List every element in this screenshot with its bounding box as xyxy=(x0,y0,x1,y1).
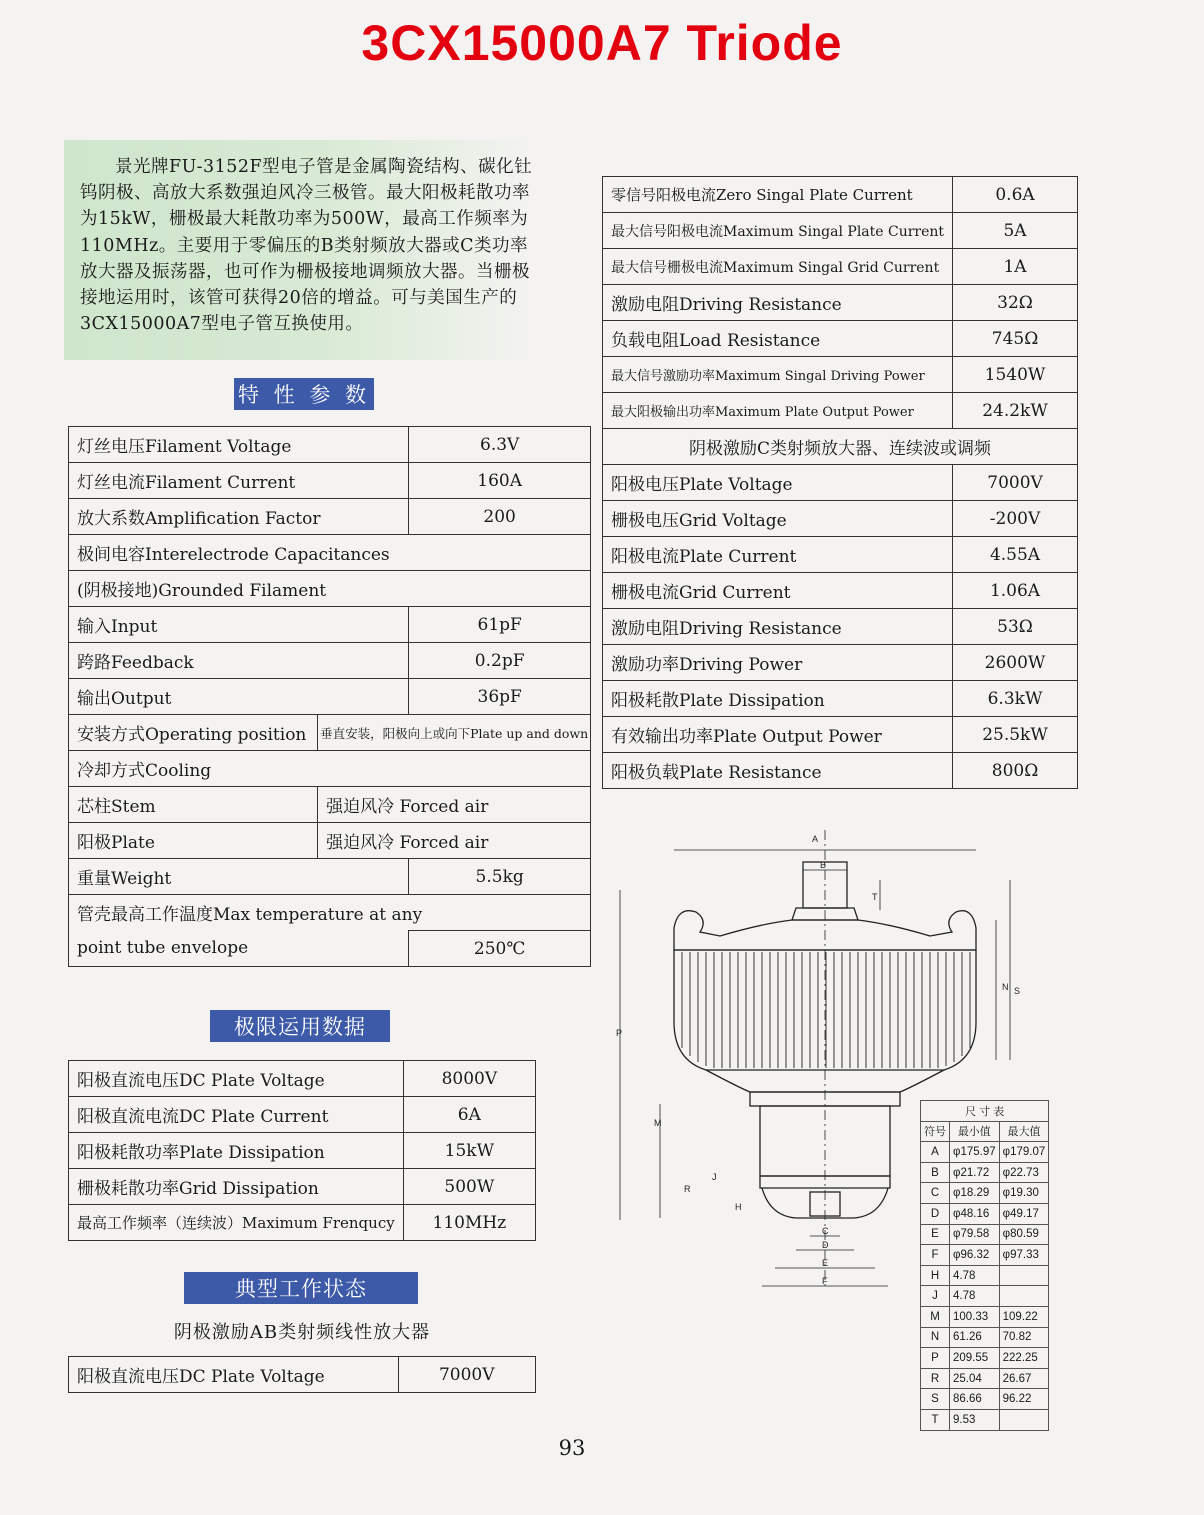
dim-label-h: H xyxy=(735,1202,742,1212)
page-number: 93 xyxy=(558,1436,586,1460)
row-value: 250℃ xyxy=(409,931,591,967)
table-row xyxy=(603,357,1078,393)
dim-label-a: A xyxy=(812,834,819,844)
dim-symbol: M xyxy=(921,1306,950,1327)
table-row xyxy=(921,1183,1049,1204)
dim-label-e: E xyxy=(822,1258,829,1268)
row-value: 4.55A xyxy=(953,537,1078,573)
table-row xyxy=(69,823,591,859)
table-row xyxy=(921,1224,1049,1245)
characteristics-table xyxy=(68,426,591,967)
table-row xyxy=(603,609,1078,645)
dim-label-s: S xyxy=(1014,986,1020,996)
intro-box xyxy=(64,140,534,360)
table-row xyxy=(69,751,591,787)
dim-label-d: D xyxy=(822,1240,829,1250)
table-row xyxy=(69,463,591,499)
row-label: 阳极Plate xyxy=(69,823,318,859)
dim-symbol: N xyxy=(921,1327,950,1348)
table-row xyxy=(921,1162,1049,1183)
table-row xyxy=(921,1142,1049,1163)
dim-min: 209.55 xyxy=(950,1348,1000,1369)
row-label: 极间电容Interelectrode Capacitances xyxy=(69,535,591,571)
row-label: 灯丝电压Filament Voltage xyxy=(69,427,409,463)
row-label: 零信号阳极电流Zero Singal Plate Current xyxy=(603,177,953,213)
row-label: 阳极直流电流DC Plate Current xyxy=(69,1097,404,1133)
table-row xyxy=(921,1306,1049,1327)
table-row xyxy=(69,1357,536,1393)
dim-min: φ21.72 xyxy=(950,1162,1000,1183)
dim-max: φ22.73 xyxy=(999,1162,1049,1183)
row-value: 36pF xyxy=(409,679,591,715)
row-value: 7000V xyxy=(953,465,1078,501)
table-row xyxy=(603,717,1078,753)
table-row xyxy=(921,1348,1049,1369)
row-value: 0.6A xyxy=(953,177,1078,213)
row-label: 激励电阻Driving Resistance xyxy=(603,609,953,645)
dim-max xyxy=(999,1265,1049,1286)
row-value: 15kW xyxy=(403,1133,535,1169)
table-row xyxy=(69,535,591,571)
dim-min: 4.78 xyxy=(950,1286,1000,1307)
table-row xyxy=(69,643,591,679)
table-row xyxy=(69,931,591,967)
row-value: 6.3V xyxy=(409,427,591,463)
row-label: 阳极直流电压DC Plate Voltage xyxy=(69,1357,399,1393)
dim-max: 26.67 xyxy=(999,1368,1049,1389)
row-label: 最大信号激励功率Maximum Singal Driving Power xyxy=(603,357,953,393)
table-row xyxy=(69,1205,536,1241)
table-row xyxy=(603,465,1078,501)
row-label: 最高工作频率（连续波）Maximum Frenqucy xyxy=(69,1205,404,1241)
dim-label-j: J xyxy=(712,1172,717,1182)
row-value: 61pF xyxy=(409,607,591,643)
row-label: 重量Weight xyxy=(69,859,409,895)
dim-min: φ48.16 xyxy=(950,1203,1000,1224)
table-row xyxy=(69,895,591,931)
dim-min: φ96.32 xyxy=(950,1245,1000,1266)
table-row xyxy=(603,537,1078,573)
dim-max: 96.22 xyxy=(999,1389,1049,1410)
dim-symbol: A xyxy=(921,1142,950,1163)
table-row xyxy=(69,607,591,643)
dim-symbol: D xyxy=(921,1203,950,1224)
intro-text: 景光牌FU-3152F型电子管是金属陶瓷结构、碳化钍钨阴极、高放大系数强迫风冷三极管。最大阳极耗散功率为15kW，栅极最大耗散功率为500W，最高工作频率为110MHz。主要用于零偏压的B类射频放大器或C类功率放大器及振荡器，也可作为栅极接地调频放大器。当栅极接地运用时，该管可获得20倍的增益。可与美国生产的3CX15000A7型电子管互换使用。 xyxy=(80,157,533,335)
row-value: 53Ω xyxy=(953,609,1078,645)
dim-max: 70.82 xyxy=(999,1327,1049,1348)
dim-label-b: B xyxy=(820,860,827,870)
table-row xyxy=(69,1133,536,1169)
row-value: 强迫风冷 Forced air xyxy=(318,823,591,859)
row-value: 0.2pF xyxy=(409,643,591,679)
table-row xyxy=(603,573,1078,609)
col-header: 符号 xyxy=(921,1121,950,1142)
dim-min: φ175.97 xyxy=(950,1142,1000,1163)
row-label: 栅极电压Grid Voltage xyxy=(603,501,953,537)
row-value: 800Ω xyxy=(953,753,1078,789)
dim-min: 100.33 xyxy=(950,1306,1000,1327)
row-value: 垂直安装，阳极向上或向下Plate up and down xyxy=(318,715,591,751)
table-row xyxy=(921,1101,1049,1122)
limits-heading: 极限运用数据 xyxy=(210,1010,390,1042)
row-label: 栅极电流Grid Current xyxy=(603,573,953,609)
table-row xyxy=(921,1368,1049,1389)
characteristics-heading: 特 性 参 数 xyxy=(234,378,374,410)
row-label: 管壳最高工作温度Max temperature at any xyxy=(69,895,591,931)
row-value: -200V xyxy=(953,501,1078,537)
row-label: 放大系数Amplification Factor xyxy=(69,499,409,535)
dim-max: 222.25 xyxy=(999,1348,1049,1369)
row-value: 110MHz xyxy=(403,1205,535,1241)
row-label: 阳极负载Plate Resistance xyxy=(603,753,953,789)
table-row xyxy=(603,501,1078,537)
operating-table xyxy=(602,176,1078,789)
dim-max: φ80.59 xyxy=(999,1224,1049,1245)
table-row xyxy=(69,571,591,607)
row-value: 1.06A xyxy=(953,573,1078,609)
dim-label-m: M xyxy=(654,1118,662,1128)
row-label: 最大阳极输出功率Maximum Plate Output Power xyxy=(603,393,953,429)
row-label: 芯柱Stem xyxy=(69,787,318,823)
row-label: 激励功率Driving Power xyxy=(603,645,953,681)
table-row xyxy=(603,681,1078,717)
row-label: (阴极接地)Grounded Filament xyxy=(69,571,591,607)
row-value: 25.5kW xyxy=(953,717,1078,753)
dim-symbol: P xyxy=(921,1348,950,1369)
dim-label-p: P xyxy=(616,1028,623,1038)
row-value: 32Ω xyxy=(953,285,1078,321)
table-row xyxy=(603,249,1078,285)
row-label: 负载电阻Load Resistance xyxy=(603,321,953,357)
row-label: 栅极耗散功率Grid Dissipation xyxy=(69,1169,404,1205)
table-row xyxy=(69,859,591,895)
table-row xyxy=(69,715,591,751)
dim-label-c: C xyxy=(822,1226,829,1236)
dim-symbol: S xyxy=(921,1389,950,1410)
row-label: 安装方式Operating position xyxy=(69,715,318,751)
table-row xyxy=(69,1169,536,1205)
table-row xyxy=(921,1265,1049,1286)
table-row xyxy=(921,1389,1049,1410)
table-row xyxy=(69,1097,536,1133)
table-row xyxy=(69,787,591,823)
dim-symbol: J xyxy=(921,1286,950,1307)
cooler-fins xyxy=(682,952,970,1068)
row-value: 强迫风冷 Forced air xyxy=(318,787,591,823)
dim-label-n: N xyxy=(1002,982,1009,992)
table-row xyxy=(69,499,591,535)
dim-min: 25.04 xyxy=(950,1368,1000,1389)
dim-label-f: F xyxy=(822,1276,828,1286)
table-row xyxy=(603,285,1078,321)
dim-symbol: E xyxy=(921,1224,950,1245)
dimension-table xyxy=(920,1100,1049,1431)
row-value: 8000V xyxy=(403,1061,535,1097)
dim-min: φ79.58 xyxy=(950,1224,1000,1245)
row-label: 最大信号阳极电流Maximum Singal Plate Current xyxy=(603,213,953,249)
row-value: 5A xyxy=(953,213,1078,249)
row-label: 阳极耗散Plate Dissipation xyxy=(603,681,953,717)
dim-min: 9.53 xyxy=(950,1409,1000,1430)
table-row xyxy=(603,429,1078,465)
row-value: 1540W xyxy=(953,357,1078,393)
row-value: 1A xyxy=(953,249,1078,285)
class-c-heading: 阴极激励C类射频放大器、连续波或调频 xyxy=(603,429,1078,465)
table-row xyxy=(603,645,1078,681)
row-value: 6.3kW xyxy=(953,681,1078,717)
table-row xyxy=(603,393,1078,429)
row-label: 阳极耗散功率Plate Dissipation xyxy=(69,1133,404,1169)
dimension-table-title: 尺 寸 表 xyxy=(921,1101,1049,1122)
page-title: 3CX15000A7 Triode xyxy=(361,15,843,71)
row-label: 激励电阻Driving Resistance xyxy=(603,285,953,321)
dim-symbol: B xyxy=(921,1162,950,1183)
dim-max: φ97.33 xyxy=(999,1245,1049,1266)
row-value: 6A xyxy=(403,1097,535,1133)
dim-max: φ49.17 xyxy=(999,1203,1049,1224)
row-value: 160A xyxy=(409,463,591,499)
dim-min: 61.26 xyxy=(950,1327,1000,1348)
table-row xyxy=(921,1203,1049,1224)
row-label: 阳极直流电压DC Plate Voltage xyxy=(69,1061,404,1097)
dim-symbol: C xyxy=(921,1183,950,1204)
dim-symbol: F xyxy=(921,1245,950,1266)
row-value: 200 xyxy=(409,499,591,535)
typical-table xyxy=(68,1356,536,1393)
row-label: 有效输出功率Plate Output Power xyxy=(603,717,953,753)
table-row xyxy=(921,1286,1049,1307)
dim-label-t: T xyxy=(872,892,878,902)
table-row xyxy=(603,213,1078,249)
table-row xyxy=(921,1121,1049,1142)
col-header: 最大值 xyxy=(999,1121,1049,1142)
dim-min: φ18.29 xyxy=(950,1183,1000,1204)
table-row xyxy=(921,1327,1049,1348)
dim-max: φ19.30 xyxy=(999,1183,1049,1204)
row-value: 24.2kW xyxy=(953,393,1078,429)
row-label: 输入Input xyxy=(69,607,409,643)
dim-max xyxy=(999,1409,1049,1430)
row-value: 5.5kg xyxy=(409,859,591,895)
table-row xyxy=(603,321,1078,357)
dim-symbol: T xyxy=(921,1409,950,1430)
row-label: 冷却方式Cooling xyxy=(69,751,591,787)
row-label: 输出Output xyxy=(69,679,409,715)
row-label: 阳极电流Plate Current xyxy=(603,537,953,573)
row-label: point tube envelope xyxy=(69,931,409,967)
table-row xyxy=(603,177,1078,213)
table-row xyxy=(921,1409,1049,1430)
dim-min: 86.66 xyxy=(950,1389,1000,1410)
table-row xyxy=(69,1061,536,1097)
table-row xyxy=(603,753,1078,789)
row-value: 500W xyxy=(403,1169,535,1205)
row-label: 灯丝电流Filament Current xyxy=(69,463,409,499)
row-value: 2600W xyxy=(953,645,1078,681)
limits-table xyxy=(68,1060,536,1241)
row-value: 745Ω xyxy=(953,321,1078,357)
dim-max: 109.22 xyxy=(999,1306,1049,1327)
row-value: 7000V xyxy=(398,1357,536,1393)
table-row xyxy=(921,1245,1049,1266)
typical-heading: 典型工作状态 xyxy=(184,1272,418,1304)
dim-min: 4.78 xyxy=(950,1265,1000,1286)
dim-max xyxy=(999,1286,1049,1307)
row-label: 最大信号栅极电流Maximum Singal Grid Current xyxy=(603,249,953,285)
dim-label-r: R xyxy=(684,1184,691,1194)
table-row xyxy=(69,427,591,463)
typical-subheading: 阴极激励AB类射频线性放大器 xyxy=(173,1322,431,1343)
row-label: 阳极电压Plate Voltage xyxy=(603,465,953,501)
dim-symbol: R xyxy=(921,1368,950,1389)
dim-max: φ179.07 xyxy=(999,1142,1049,1163)
col-header: 最小值 xyxy=(950,1121,1000,1142)
row-label: 跨路Feedback xyxy=(69,643,409,679)
dim-symbol: H xyxy=(921,1265,950,1286)
table-row xyxy=(69,679,591,715)
